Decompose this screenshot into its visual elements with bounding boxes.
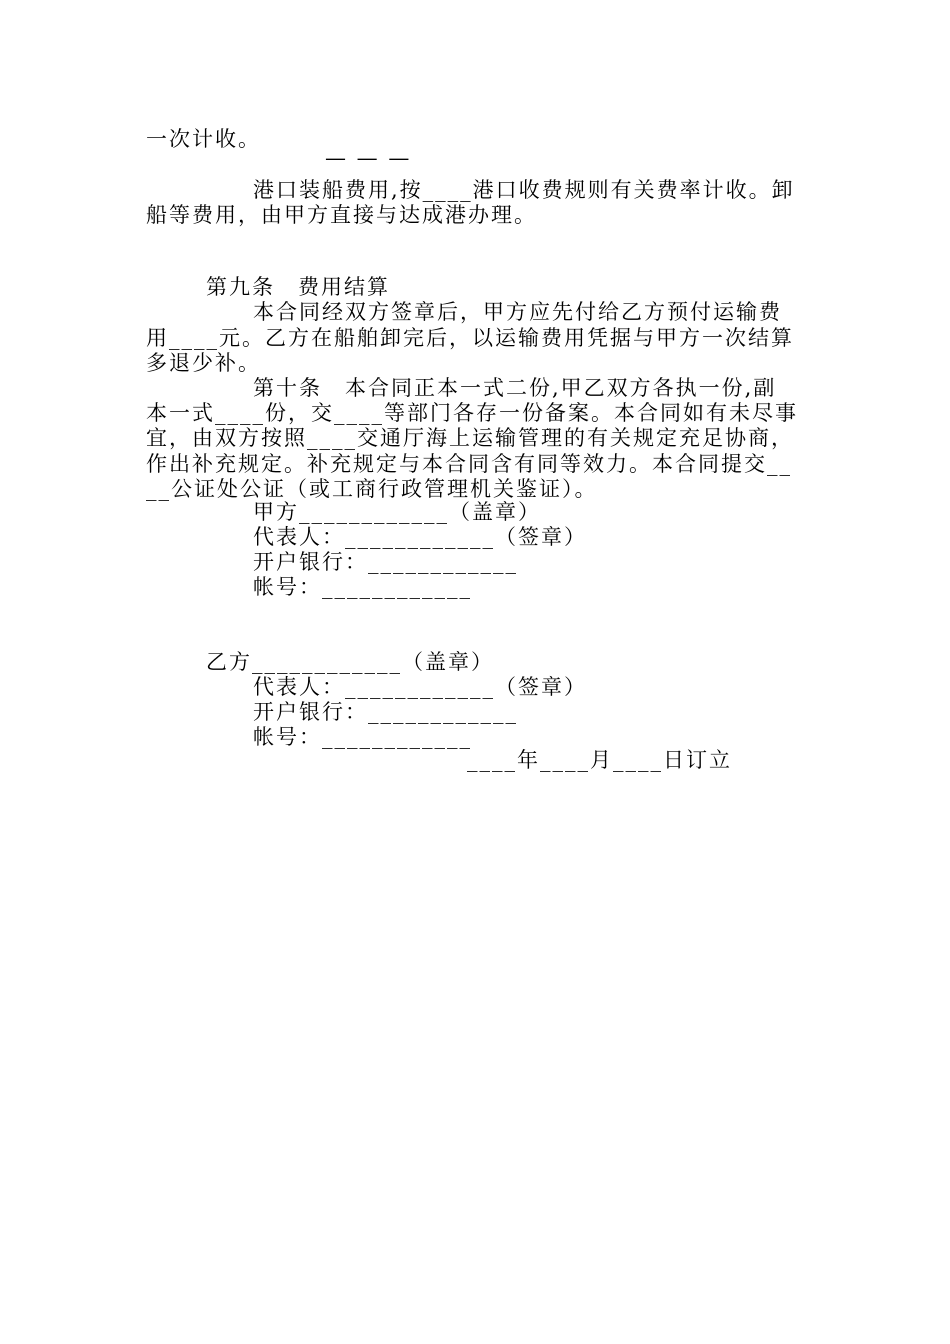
text-line-10: 宜，由双方按照____交通厅海上运输管理的有关规定充足协商，	[146, 426, 794, 450]
text-line-6: 用____元。乙方在船舶卸完后，以运输费用凭据与甲方一次结算	[146, 326, 794, 350]
text-line-5: 本合同经双方签章后，甲方应先付给乙方预付运输费	[253, 300, 782, 324]
text-line-7: 多退少补。	[146, 351, 261, 375]
party-a-representative: 代表人：____________（签章）	[253, 525, 587, 549]
party-a-account: 帐号：____________	[253, 575, 472, 599]
party-a-name: 甲方____________（盖章）	[253, 500, 541, 524]
text-line-3: 船等费用，由甲方直接与达成港办理。	[146, 203, 537, 227]
text-line-9: 本一式____份，交____等部门各存一份备案。本合同如有未尽事	[146, 401, 798, 425]
party-b-bank: 开户银行：____________	[253, 700, 518, 724]
party-a-bank: 开户银行：____________	[253, 550, 518, 574]
section-heading-9: 第九条 费用结算	[206, 275, 390, 299]
text-line-2: 港口装船费用,按____港口收费规则有关费率计收。卸	[253, 178, 795, 202]
text-line-12: __公证处公证（或工商行政管理机关鉴证）。	[146, 477, 598, 501]
signing-date: ____年____月____日订立	[467, 748, 732, 772]
party-b-name: 乙方____________（盖章）	[206, 650, 494, 674]
text-line-1: 一次计收。	[146, 127, 261, 151]
party-b-account: 帐号：____________	[253, 725, 472, 749]
text-line-11: 作出补充规定。补充规定与本合同含有同等效力。本合同提交__	[146, 452, 792, 476]
text-line-8: 第十条 本合同正本一式二份,甲乙双方各执一份,副	[253, 376, 777, 400]
party-b-representative: 代表人：____________（签章）	[253, 675, 587, 699]
dash-marker: — — —	[325, 146, 412, 170]
